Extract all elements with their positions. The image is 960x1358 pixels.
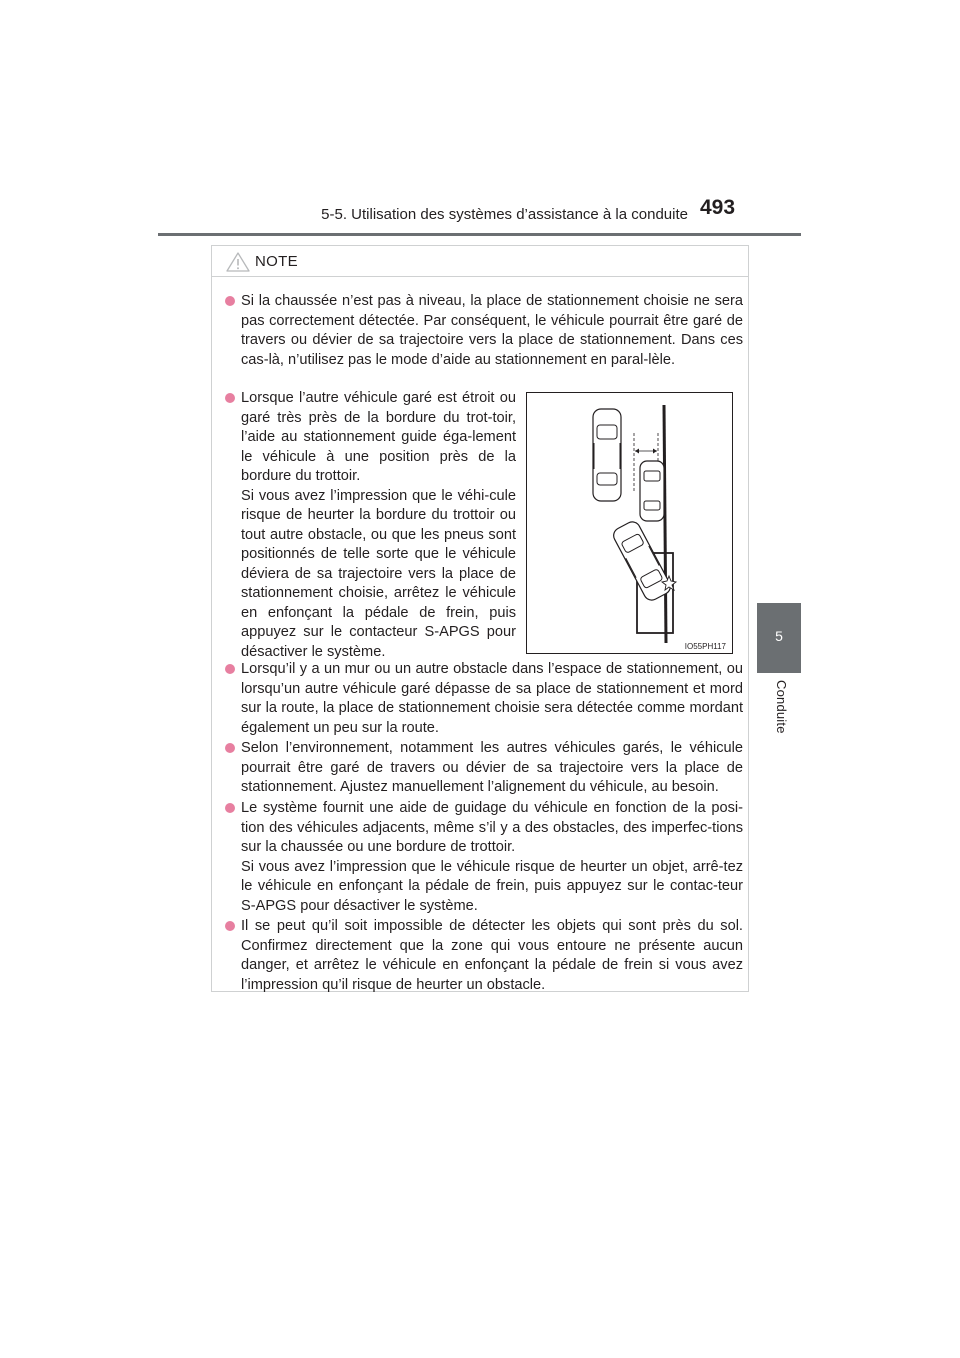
note-bullet-text: Si la chaussée n’est pas à niveau, la place de stationnement choisie ne sera pas correctement détectée. Par conséquent, le véhicule pourrait être garé de travers ou dévier de sa trajectoire vers la place de stationnement. Dans ces cas-là, n’utilisez pas le mode d’aide au stationnement en paral-lèle. (241, 293, 743, 368)
note-bullet-text: Lorsqu’il y a un mur ou un autre obstacle dans l’espace de stationnement, ou lorsqu’un autre véhicule garé dépasse de sa place de stationnement et mord sur la route, la place de stationnement choisie sera détectée comme mordant également un peu sur la route. (241, 661, 743, 736)
chapter-tab-label: Conduite (774, 680, 789, 734)
bullet-dot (225, 921, 235, 931)
parking-illustration (526, 392, 733, 654)
note-bullet-text: Si vous avez l’impression que le véhi-cule risque de heurter la bordure du trottoir ou tout autre obstacle, ou que les pneus sont positionnés de telle sorte que le véhicule déviera de sa trajectoire vers la place de stationnement choisie, arrêtez le véhicule en enfonçant la pédale de frein, puis appuyez sur le contacteur S-APGS pour désactiver le système. (241, 487, 516, 660)
bullet-dot (225, 296, 235, 306)
note-bullet (241, 799, 743, 916)
note-header (212, 246, 748, 277)
header-title: 5-5. Utilisation des systèmes d’assistance à la conduite (321, 206, 688, 223)
note-bullet (241, 389, 516, 662)
note-bullet-text: Selon l’environnement, notamment les autres véhicules garés, le véhicule pourrait être garé de travers ou dévier de sa trajectoire vers la place de stationnement. Ajustez manuellement l’alignement du véhicule, au besoin. (241, 740, 743, 795)
note-bullet-text: Le système fournit une aide de guidage du véhicule en fonction de la posi-tion des véhicules adjacents, même s’il y a des obstacles, des imperfec-tions sur la chaussée ou une bordure de trottoir. (241, 800, 743, 855)
bullet-dot (225, 743, 235, 753)
note-bullet (241, 660, 743, 738)
note-box (211, 245, 749, 992)
bullet-dot (225, 393, 235, 403)
bullet-dot (225, 664, 235, 674)
header-rule (158, 233, 801, 236)
note-bullet (241, 739, 743, 798)
figure-code: IO55PH117 (684, 642, 726, 651)
chapter-tab-number: 5 (775, 628, 783, 644)
note-bullet (241, 917, 743, 995)
note-bullet-text: Si vous avez l’impression que le véhicule risque de heurter un objet, arrê-tez le véhicule en enfonçant la pédale de frein, puis appuyez sur le contac-teur S-APGS pour désactiver le système. (241, 858, 743, 914)
note-label: NOTE (255, 253, 298, 270)
warning-triangle-icon (226, 252, 250, 277)
page-number: 493 (700, 196, 736, 219)
note-bullet-text: Lorsque l’autre véhicule garé est étroit ou garé très près de la bordure du trot-toir, l’aide au stationnement guide éga-lement le véhicule à une position près de la bordure du trottoir. (241, 390, 516, 484)
bullet-dot (225, 803, 235, 813)
note-bullet (241, 292, 743, 370)
note-bullet-text: Il se peut qu’il soit impossible de détecter les objets qui sont près du sol. Confirmez directement que la zone qui vous entoure ne présente aucun danger, et arrêtez le véhicule en enfonçant la pédale de frein si vous avez l’impression qu’il risque de heurter un obstacle. (241, 918, 743, 993)
